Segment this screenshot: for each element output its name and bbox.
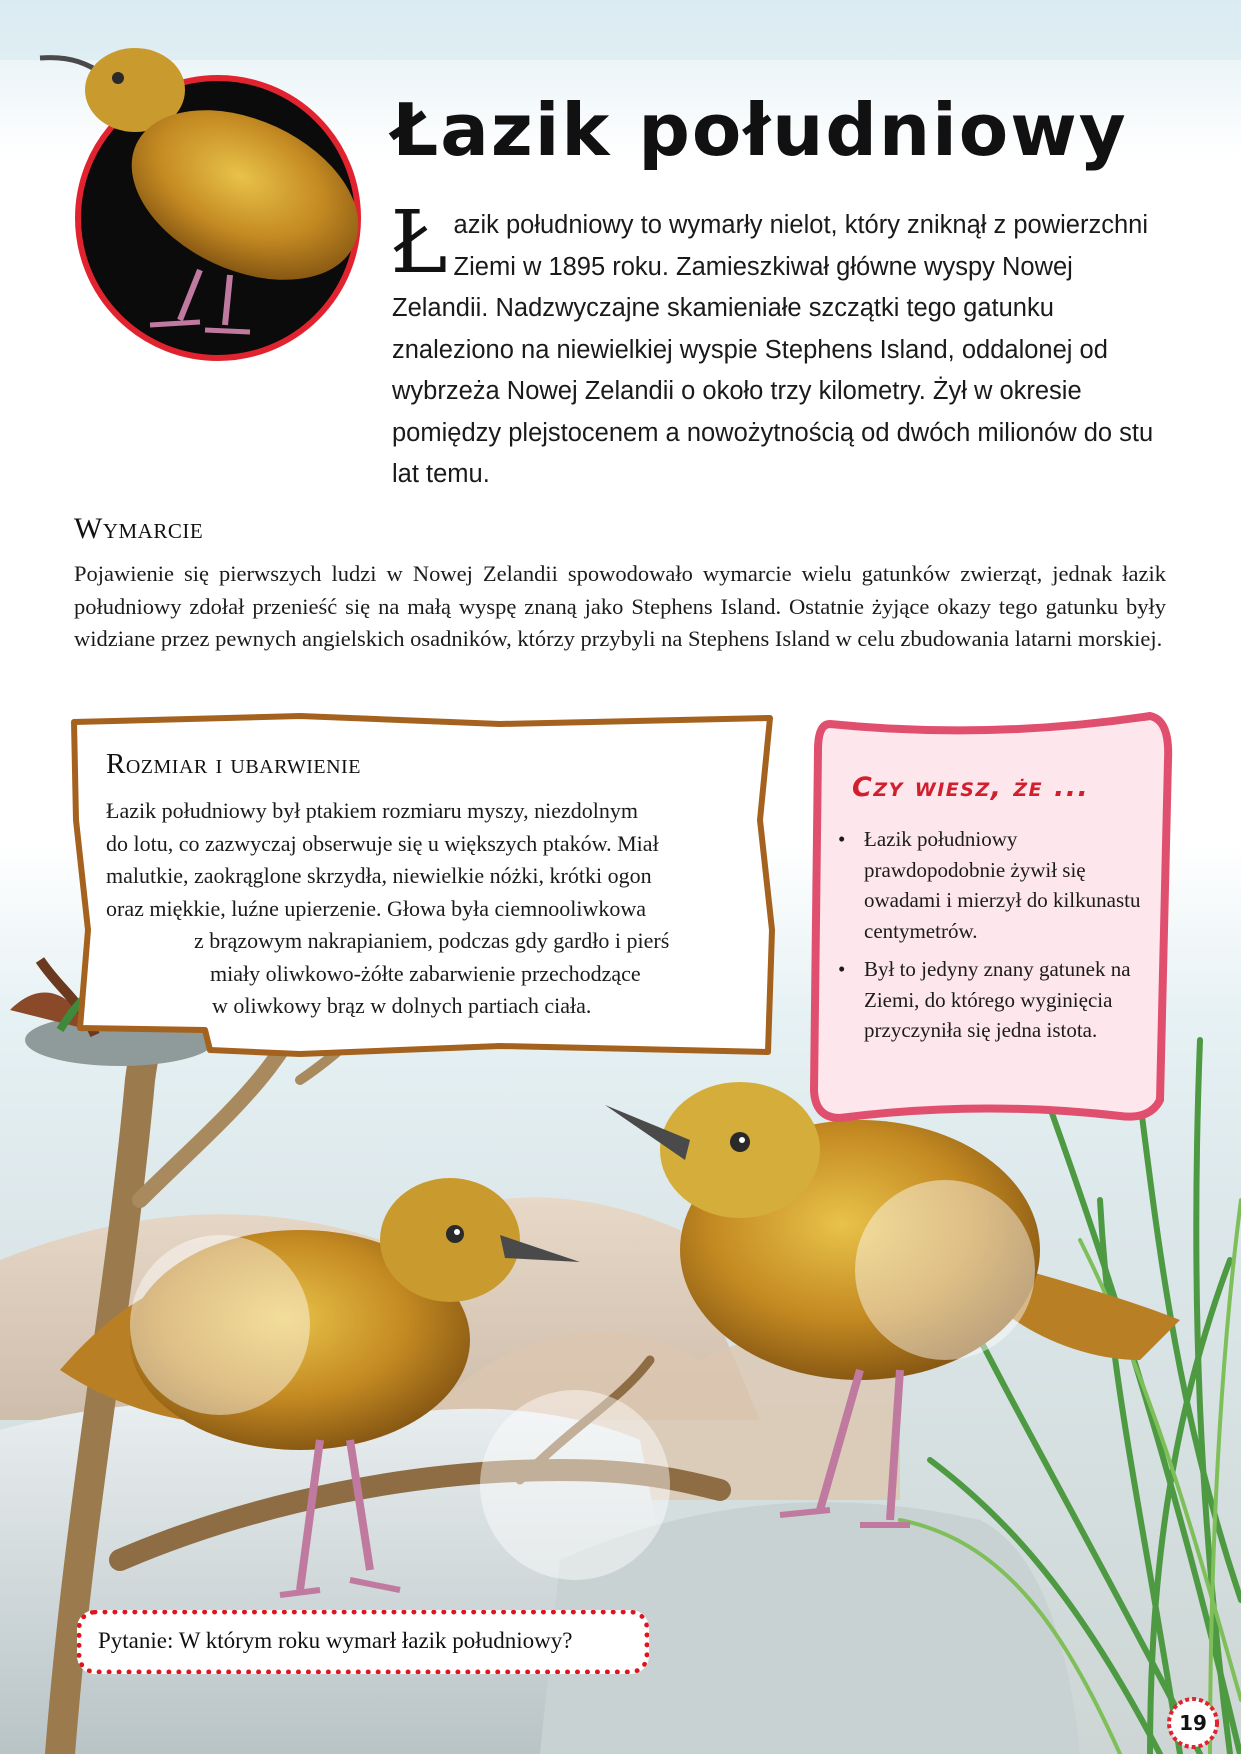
intro-paragraph bbox=[390, 193, 1172, 496]
size-color-line: oraz miękkie, luźne upierzenie. Głowa była ciemnooliwkowa bbox=[106, 895, 647, 921]
did-you-know-heading: Czy wiesz, że ... bbox=[852, 772, 1090, 803]
portrait-circle bbox=[40, 48, 385, 358]
size-color-line: miały oliwkowo-żółte zabarwienie przechodzące bbox=[210, 960, 641, 986]
size-color-text bbox=[106, 795, 756, 1023]
size-color-line: w oliwkowy brąz w dolnych partiach ciała. bbox=[212, 993, 592, 1018]
did-you-know-list bbox=[836, 824, 1148, 1054]
size-color-line: Łazik południowy był ptakiem rozmiaru myszy, niezdolnym bbox=[106, 798, 638, 823]
size-color-heading: Rozmiar i ubarwienie bbox=[106, 748, 361, 780]
size-color-line: z brązowym nakrapianiem, podczas gdy gardło i pierś bbox=[194, 928, 670, 953]
extinction-heading: Wymarcie bbox=[74, 512, 204, 545]
size-color-line: malutkie, zaokrąglone skrzydła, niewielkie nóżki, krótki ogon bbox=[106, 863, 652, 888]
intro-text: azik południowy to wymarły nielot, który zniknął z powierzchni Ziemi w 1895 roku. Zamieszkiwał główne wyspy Nowej Zelandii. Nadzwyczajne skamieniałe szczątki tego gatunku znaleziono na niewielkiej wyspie Stephens Island, oddalonej od wybrzeża Nowej Zelandii o około trzy kilometry. Żył w okresie pomiędzy plejstocenem a nowożytnością od dwóch milionów do stu lat temu. bbox=[392, 211, 1154, 488]
fact-item: • Łazik południowy prawdopodobnie żywił się owadami i mierzył do kilkunastu centymetrów. bbox=[836, 824, 1148, 946]
question-box: Pytanie: W którym roku wymarł łazik południowy? bbox=[77, 1610, 649, 1674]
fact-item: • Był to jedyny znany gatunek na Ziemi, do którego wyginięcia przyczyniła się jedna istota. bbox=[836, 954, 1148, 1046]
page-number: 19 bbox=[1179, 1711, 1207, 1735]
drop-cap: Ł bbox=[390, 193, 448, 293]
size-color-line: do lotu, co zazwyczaj obserwuje się u większych ptaków. Miał bbox=[106, 830, 659, 856]
extinction-text: Pojawienie się pierwszych ludzi w Nowej Zelandii spowodowało wymarcie wielu gatunków zwierząt, jednak łazik południowy zdołał przenieść się na małą wyspę znaną jako Stephens Island. Ostatnie żyjące okazy tego gatunku były widziane przez pewnych angielskich osadników, którzy przybyli na Stephens Island w celu zbudowania latarni morskiej. bbox=[74, 561, 1166, 651]
page-title: Łazik południowy bbox=[392, 88, 1128, 172]
